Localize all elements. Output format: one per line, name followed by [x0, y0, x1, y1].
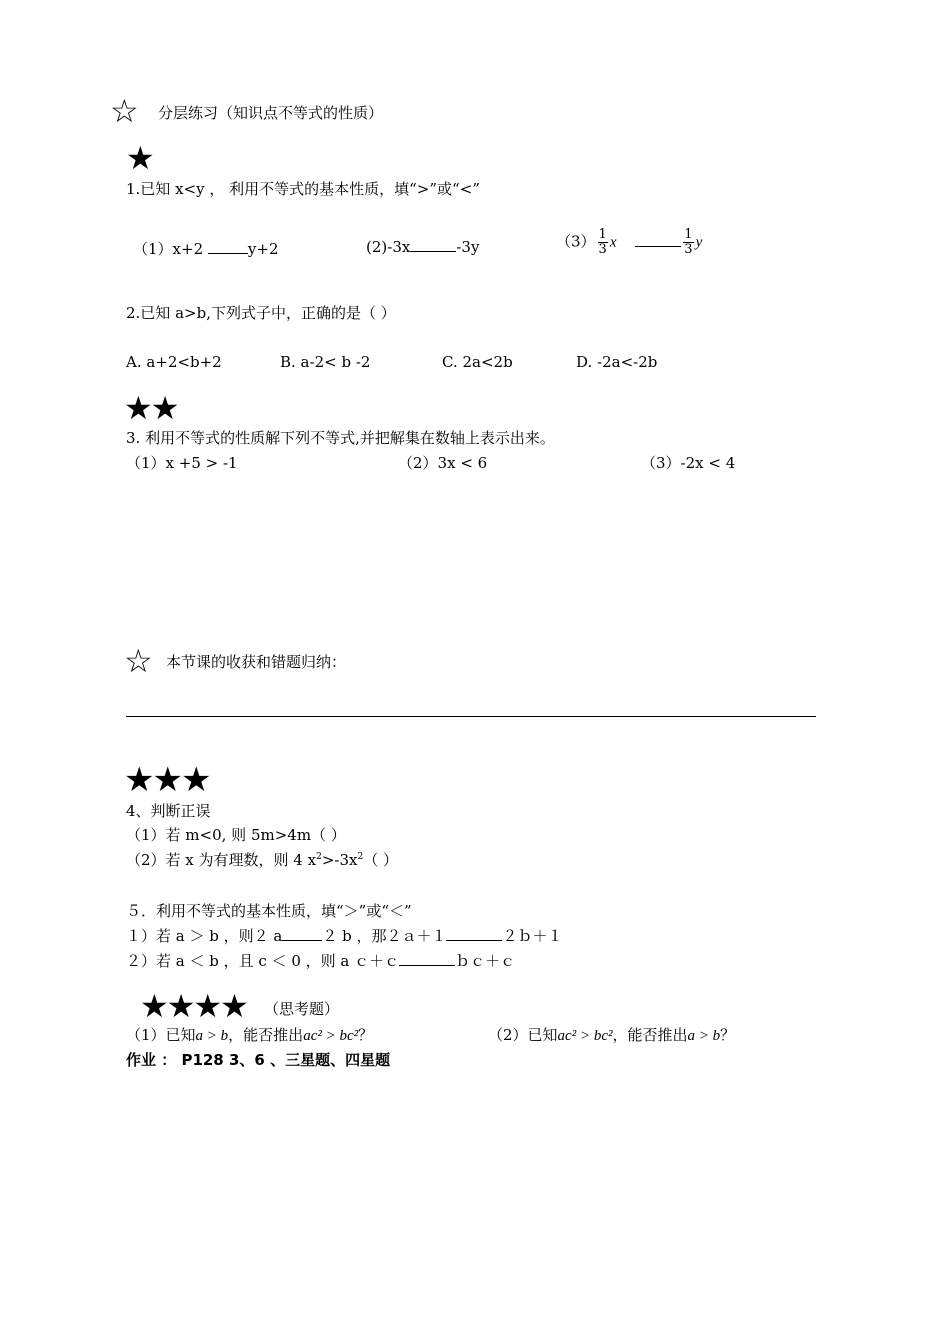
answer-blank[interactable]	[208, 253, 248, 254]
q3-part-2: （2）3x < 6	[398, 454, 488, 472]
answer-blank[interactable]	[410, 251, 456, 252]
q6-part-2: （2）已知ac² > bc²，能否推出a > b？	[488, 1026, 736, 1044]
answer-blank[interactable]	[399, 965, 455, 966]
homework: 作业 ： P128 3、6 、三星题、四星题	[126, 1051, 391, 1069]
q3-part-3: （3）-2x < 4	[641, 454, 736, 472]
thinking-label: （思考题）	[264, 1000, 340, 1018]
q1-part-2: (2)-3x -3y	[366, 238, 480, 256]
q5-part-2: ２）若 a ＜ b ，且 c ＜ 0 ，则 a ｃ＋ｃ ｂｃ＋ｃ	[126, 952, 516, 970]
q4-part-2: （2）若 x 为有理数，则 4 $x^2>-3x^2$（ ）	[126, 851, 398, 869]
answer-blank[interactable]	[282, 940, 322, 941]
q1-part-3: （3） $\frac{1}{3}$ x $\frac{1}{3}$ y	[556, 227, 703, 257]
q2-option-b: B. a-2< b -2	[280, 353, 371, 371]
q6-part-1: （1）已知a > b，能否推出ac² > bc²？	[126, 1026, 374, 1044]
question-4: 4、判断正误	[126, 802, 211, 820]
one-star-icon: ★	[126, 139, 153, 177]
section-title: 分层练习（知识点不等式的性质）	[158, 104, 384, 122]
summary-title: 本节课的收获和错题归纳：	[166, 653, 347, 671]
q3-part-1: （1）x +5 > -1	[126, 454, 238, 472]
question-3: 3. 利用不等式的性质解下列不等式,并把解集在数轴上表示出来。	[126, 429, 555, 447]
two-star-icon: ★★	[124, 389, 178, 427]
question-1: 1.已知 x<y ， 利用不等式的基本性质，填“>”或“<”	[126, 180, 480, 198]
four-star-icon: ★★★★	[140, 987, 247, 1025]
question-2: 2.已知 a>b,下列式子中，正确的是（ ）	[126, 304, 396, 322]
q2-option-d: D. -2a<-2b	[576, 353, 658, 371]
outline-star-icon: ☆	[110, 92, 139, 130]
answer-blank[interactable]	[635, 246, 681, 247]
outline-star-icon: ☆	[124, 642, 153, 680]
answer-blank[interactable]	[446, 940, 502, 941]
q2-option-c: C. 2a<2b	[442, 353, 513, 371]
q5-part-1: １）若 a ＞ b ，则２ a ２ b ，那２ａ＋１ ２ｂ＋１	[126, 927, 563, 945]
question-5: ５．利用不等式的基本性质，填“＞”或“＜”	[126, 902, 412, 920]
three-star-icon: ★★★	[124, 760, 210, 800]
q1-part-1: （1）x+2 y+2	[133, 240, 279, 258]
fraction-one-third: $\frac{1}{3}$	[598, 227, 607, 257]
fraction-one-third: $\frac{1}{3}$	[684, 227, 693, 257]
q4-part-1: （1）若 m<0, 则 5m>4m（ ）	[126, 826, 346, 844]
summary-line[interactable]	[126, 716, 816, 717]
q2-option-a: A. a+2<b+2	[126, 353, 222, 371]
